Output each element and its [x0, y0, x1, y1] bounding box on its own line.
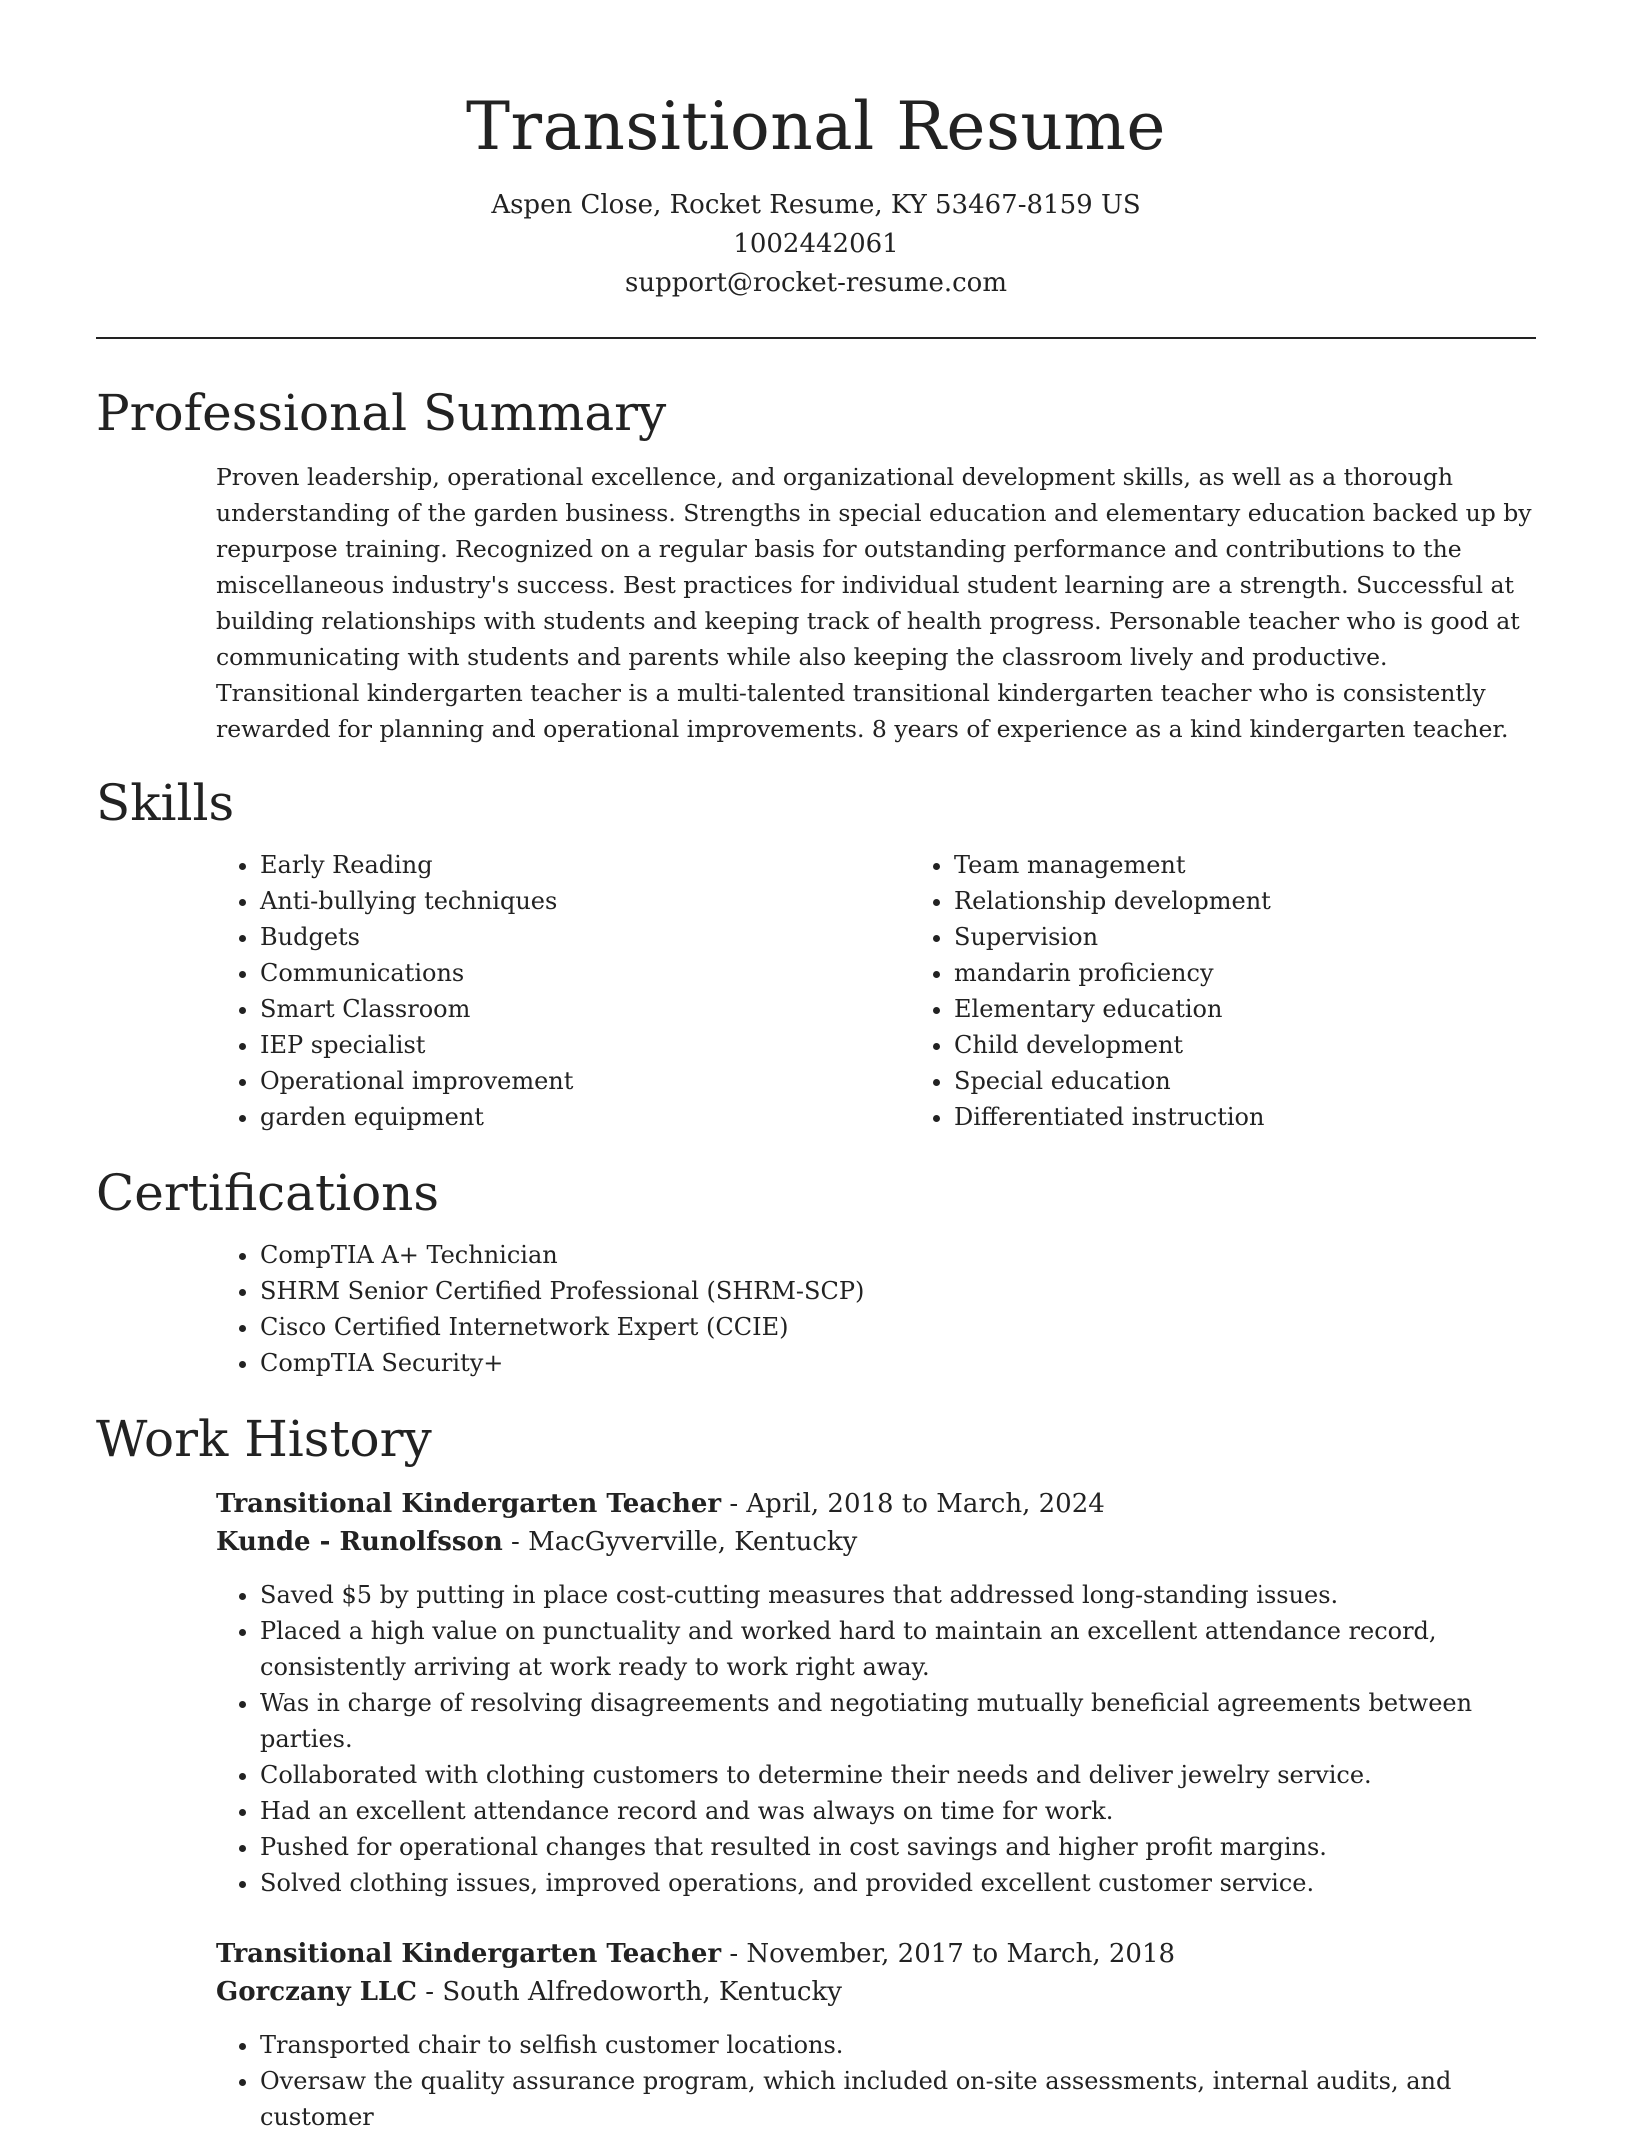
job-entry — [216, 1935, 1536, 2135]
job-bullet: • Oversaw the quality assurance program, which included on-site assessments, internal audits, and customer — [260, 2063, 1536, 2135]
job-entry — [216, 1485, 1536, 1901]
job-company: Kunde - Runolfsson — [216, 1527, 503, 1557]
skill-item: • Special education — [954, 1063, 1604, 1099]
contact-phone: 1002442061 — [733, 229, 899, 259]
job-dates: - November, 2017 to March, 2018 — [721, 1939, 1176, 1969]
skill-item: • mandarin proficiency — [954, 955, 1604, 991]
job-bullets — [216, 1577, 1536, 1901]
skill-item: • Relationship development — [954, 883, 1604, 919]
skills-column-left — [216, 847, 910, 1135]
resume-title: Transitional Resume — [466, 88, 1166, 165]
skill-item: • Anti-bullying techniques — [260, 883, 910, 919]
work-history-heading: Work History — [96, 1410, 432, 1468]
skill-item: • Communications — [260, 955, 910, 991]
job-location: - MacGyverville, Kentucky — [502, 1527, 858, 1557]
certification-item: • SHRM Senior Certified Professional (SHRM-SCP) — [260, 1273, 1536, 1309]
skill-item: • Child development — [954, 1027, 1604, 1063]
skill-item: • Supervision — [954, 919, 1604, 955]
skill-item: • Early Reading — [260, 847, 910, 883]
resume-header — [96, 0, 1536, 303]
job-bullet: • Solved clothing issues, improved operations, and provided excellent customer service. — [260, 1865, 1536, 1901]
job-bullet: • Pushed for operational changes that resulted in cost savings and higher profit margins. — [260, 1829, 1536, 1865]
skill-item: • IEP specialist — [260, 1027, 910, 1063]
skill-item: • Operational improvement — [260, 1063, 910, 1099]
job-company: Gorczany LLC — [216, 1977, 418, 2007]
skills-column-right — [910, 847, 1604, 1135]
certification-item: • Cisco Certified Internetwork Expert (CCIE) — [260, 1309, 1536, 1345]
skills-heading: Skills — [96, 774, 235, 832]
certification-item: • CompTIA A+ Technician — [260, 1237, 1536, 1273]
job-bullets — [216, 2027, 1536, 2135]
job-bullet: • Had an excellent attendance record and was always on time for work. — [260, 1793, 1536, 1829]
job-bullet: • Saved $5 by putting in place cost-cutting measures that addressed long-standing issues. — [260, 1577, 1536, 1613]
job-bullet: • Collaborated with clothing customers to determine their needs and deliver jewelry service. — [260, 1757, 1536, 1793]
job-location: - South Alfredoworth, Kentucky — [417, 1977, 842, 2007]
summary-heading: Professional Summary — [96, 384, 667, 442]
skill-item: • garden equipment — [260, 1099, 910, 1135]
contact-address: Aspen Close, Rocket Resume, KY 53467-8159 US — [491, 190, 1141, 220]
contact-email: support@rocket-resume.com — [624, 268, 1007, 298]
skill-item: • Elementary education — [954, 991, 1604, 1027]
job-bullet: • Placed a high value on punctuality and worked hard to maintain an excellent attendance record, consistently arriving at work ready to work right away. — [260, 1613, 1536, 1685]
job-bullet: • Transported chair to selfish customer locations. — [260, 2027, 1536, 2063]
skills-list — [216, 847, 1536, 1135]
job-title-line — [216, 1485, 1536, 1523]
job-company-line — [216, 1523, 1536, 1561]
skill-item: • Smart Classroom — [260, 991, 910, 1027]
certification-item: • CompTIA Security+ — [260, 1345, 1536, 1381]
job-role: Transitional Kindergarten Teacher — [216, 1489, 722, 1519]
summary-text: Proven leadership, operational excellence, and organizational development skills, as well as a thorough understanding of the garden business. Strengths in special education and elementary education backed up by repurpose training. Recognized on a regular basis for outstanding performance and contributions to the miscellaneous industry's success. Best practices for individual student learning are a strength. Successful at building relationships with students and keeping track of health progress. Personable teacher who is good at communicating with students and parents while also keeping the classroom lively and productive. Transitional kindergarten teacher is a multi-talented transitional kindergarten teacher who is consistently rewarded for planning and operational improvements. 8 years of experience as a kind kindergarten teacher. — [216, 463, 1532, 743]
certifications-list — [216, 1237, 1536, 1381]
header-divider — [96, 337, 1536, 339]
job-bullet: • Was in charge of resolving disagreements and negotiating mutually beneficial agreements between parties. — [260, 1685, 1536, 1757]
job-title-line — [216, 1935, 1536, 1973]
skill-item: • Budgets — [260, 919, 910, 955]
job-role: Transitional Kindergarten Teacher — [216, 1939, 722, 1969]
contact-info — [96, 186, 1536, 303]
job-dates: - April, 2018 to March, 2024 — [721, 1489, 1105, 1519]
certifications-heading: Certifications — [96, 1164, 440, 1222]
skill-item: • Team management — [954, 847, 1604, 883]
job-company-line — [216, 1973, 1536, 2011]
skill-item: • Differentiated instruction — [954, 1099, 1604, 1135]
certifications-items — [216, 1237, 1536, 1381]
